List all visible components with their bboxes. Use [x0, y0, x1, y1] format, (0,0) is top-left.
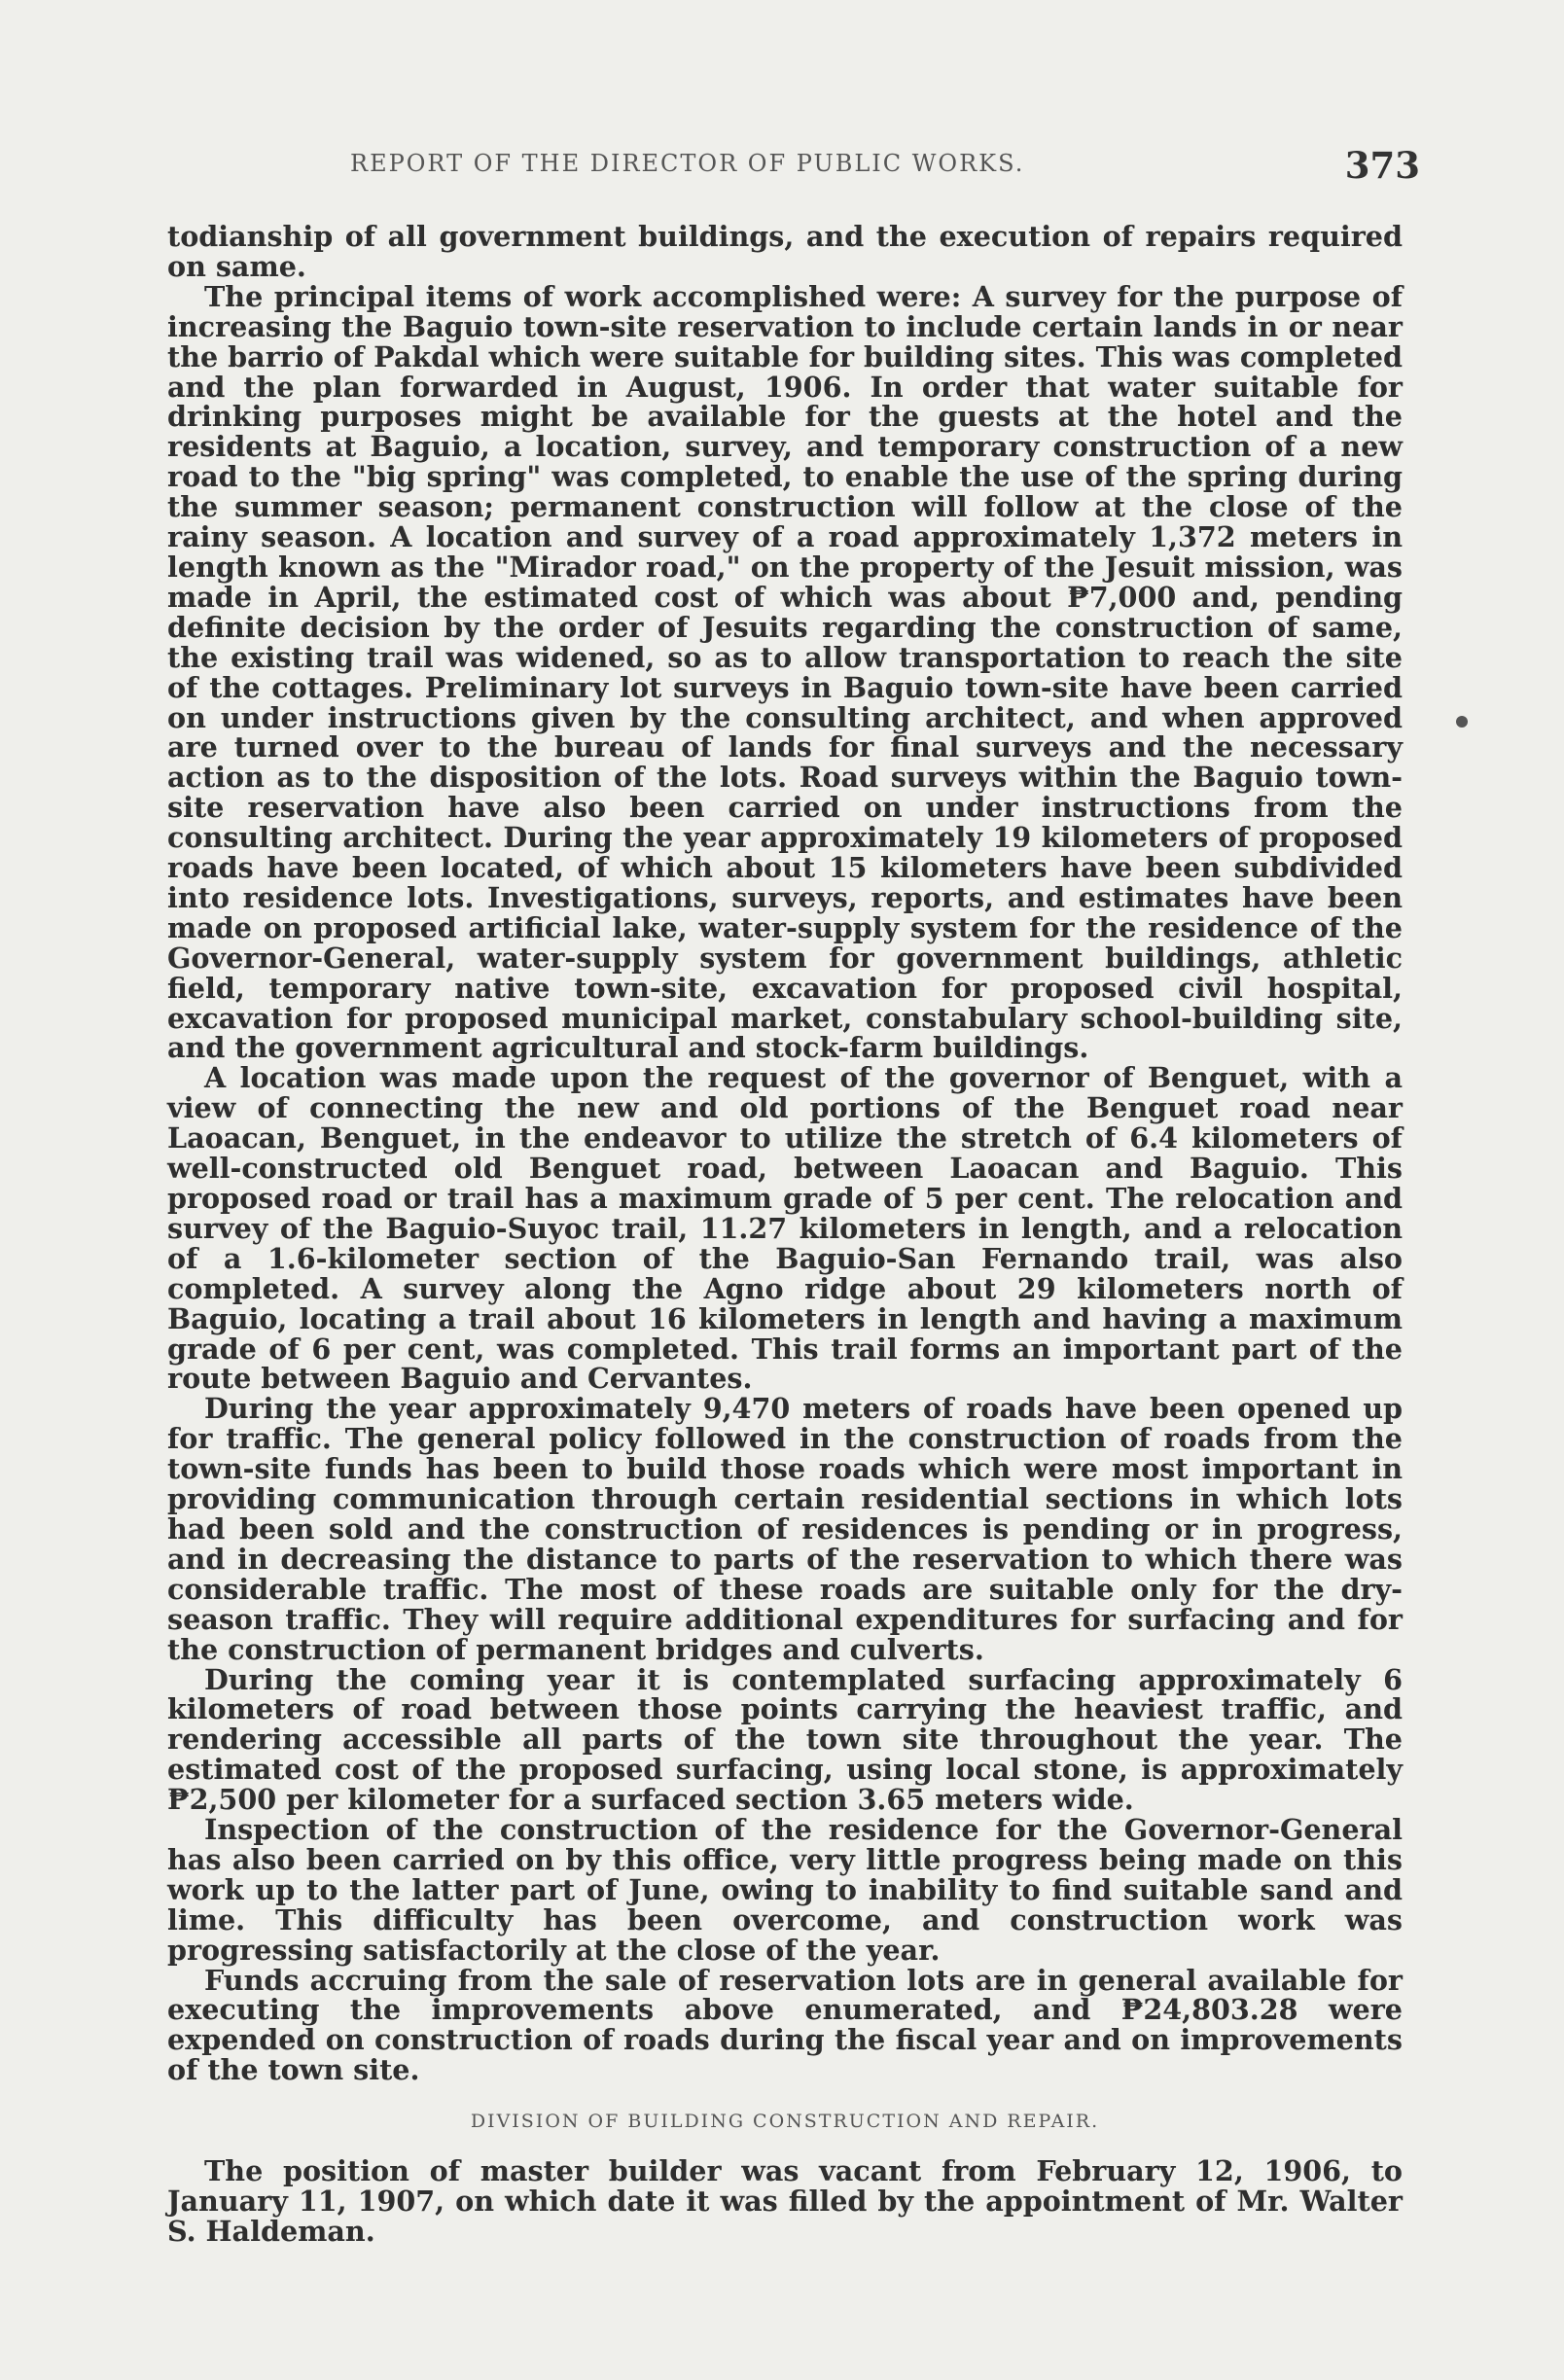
paragraph-inspection: Inspection of the construction of the residence for the Governor-General has also been carried on by this office, very little progress being made on this work up to the latter part of June, owing to inability to find suitable sand and lime. This difficulty has been overcome, and construction work was progressing satisfactorily at the close of the year. [167, 1813, 1403, 1967]
running-head: REPORT OF THE DIRECTOR OF PUBLIC WORKS. [350, 150, 1025, 177]
page-header [350, 144, 1420, 193]
paragraph-principal-items: The principal items of work accomplished were: A survey for the purpose of increasing the Baguio town-site reservation to include certain lands in or near the barrio of Pakdal which were suitable for building sites. This was completed and the plan forwarded in August, 1906. In order that water suitable for drinking purposes might be available for the guests at the hotel and the residents at Baguio, a location, survey, and temporary construction of a new road to the "big spring" was completed, to enable the use of the spring during the summer season; permanent construction will follow at the close of the rainy season. A location and survey of a road approximately 1,372 meters in length known as the "Mirador road," on the property of the Jesuit mission, was made in April, the estimated cost of which was about ₱7,000 and, pending definite decision by the order of Jesuits regarding the construction of same, the existing trail was widened, so as to allow transportation to reach the site of the cottages. Preliminary lot surveys in Baguio town-site have been carried on under instructions given by the consulting architect, and when approved are turned over to the bureau of lands for final surveys and the necessary action as to the disposition of the lots. Road surveys within the Baguio town-site reservation have also been carried on under instructions from the consulting architect. During the year approximately 19 kilometers of proposed roads have been located, of which about 15 kilometers have been subdivided into residence lots. Investigations, surveys, reports, and estimates have been made on proposed artificial lake, water-supply system for the residence of the Governor-General, water-supply system for government buildings, athletic field, temporary native town-site, excavation for proposed civil hospital, excavation for proposed municipal market, constabulary school-building site, and the government agricultural and stock-farm buildings. [167, 279, 1403, 1065]
body-text [167, 222, 1403, 2247]
paragraph-funds: Funds accruing from the sale of reservation lots are in general available for executing the improvements above enumerated, and ₱24,803.28 were expended on construction of roads during the fiscal year and on improvements of the town site. [167, 1963, 1403, 2087]
paragraph-surfacing: During the coming year it is contemplated surfacing approximately 6 kilometers of road between those points carrying the heaviest traffic, and rendering accessible all parts of the town site throughout the year. The estimated cost of the proposed surfacing, using local stone, is approximately ₱2,500 per kilometer for a surfaced section 3.65 meters wide. [167, 1662, 1403, 1817]
paragraph-master-builder: The position of master builder was vacant from February 12, 1906, to January 11, 1907, on which date it was filled by the appointment of Mr. Walter S. Haldeman. [167, 2154, 1403, 2248]
section-heading: DIVISION OF BUILDING CONSTRUCTION AND REPAIR. [470, 2111, 1100, 2133]
paragraph-continued: todianship of all government buildings, and the execution of repairs required on same. [167, 220, 1403, 283]
paragraph-benguet-location: A location was made upon the request of the governor of Benguet, with a view of connecting the new and old portions of the Benguet road near Laoacan, Benguet, in the endeavor to utilize the stretch of 6.4 kilometers of well-constructed old Benguet road, between Laoacan and Baguio. This proposed road or trail has a maximum grade of 5 per cent. The relocation and survey of the Baguio-Suyoc trail, 11.27 kilometers in length, and a relocation of a 1.6-kilometer section of the Baguio-San Fernando trail, was also completed. A survey along the Agno ridge about 29 kilometers north of Baguio, locating a trail about 16 kilometers in length and having a maximum grade of 6 per cent, was completed. This trail forms an important part of the route between Baguio and Cervantes. [167, 1061, 1403, 1396]
paragraph-roads-opened: During the year approximately 9,470 meters of roads have been opened up for traffic. The general policy followed in the construction of roads from the town-site funds has been to build those roads which were most important in providing communication through certain residential sections in which lots had been sold and the construction of residences is pending or in progress, and in decreasing the distance to parts of the reservation to which there was considerable traffic. The most of these roads are suitable only for the dry-season traffic. They will require additional expenditures for surfacing and for the construction of permanent bridges and culverts. [167, 1392, 1403, 1666]
page-number: 373 [1344, 144, 1420, 187]
margin-ink-dot [1456, 716, 1468, 728]
